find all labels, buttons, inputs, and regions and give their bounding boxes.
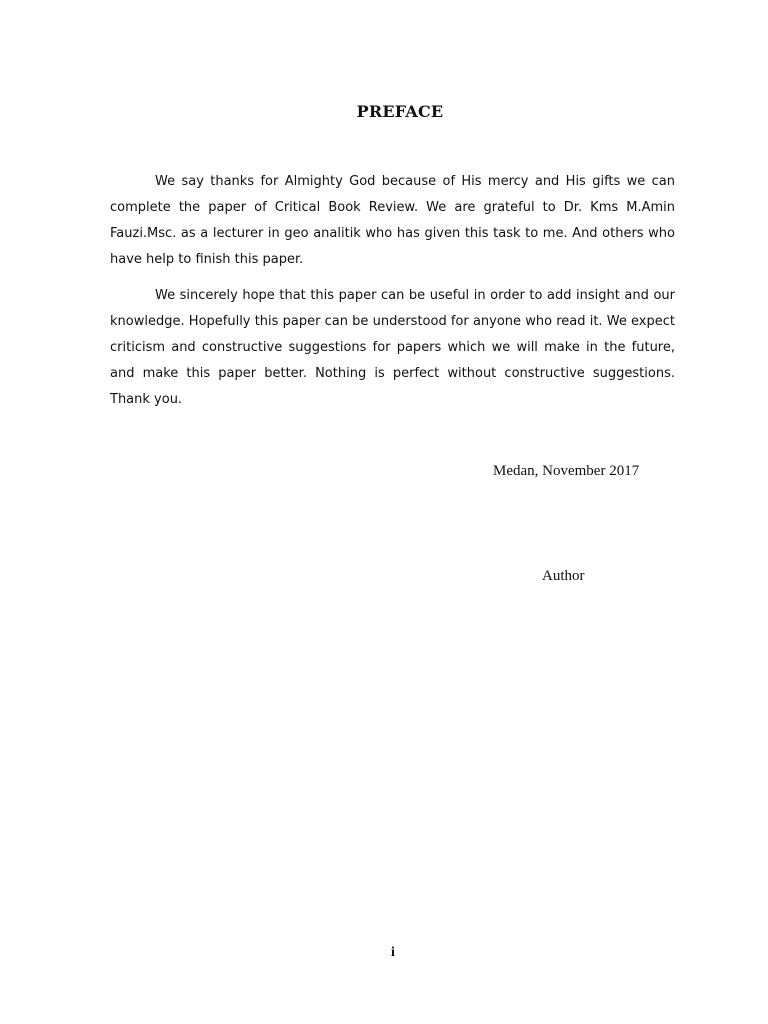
paragraph-hope: We sincerely hope that this paper can be useful in order to add insight and our knowledge. Hopefully this paper can be understood for anyone who read it. We expect criticism and constructive suggestions for papers which we will make in the future, and make this paper better. Nothing is perfect without constructive suggestions. Thank you.	[110, 288, 675, 407]
page-title: PREFACE	[356, 102, 444, 121]
page-number: i	[391, 945, 395, 960]
place-and-date: Medan, November 2017	[493, 463, 640, 479]
author-signature: Author	[542, 568, 585, 584]
paragraph-acknowledgement: We say thanks for Almighty God because of His mercy and His gifts we can complete the paper of Critical Book Review. We are grateful to Dr. Kms M.Amin Fauzi.Msc. as a lecturer in geo analitik who has given this task to me. And others who have help to finish this paper.	[110, 174, 675, 267]
